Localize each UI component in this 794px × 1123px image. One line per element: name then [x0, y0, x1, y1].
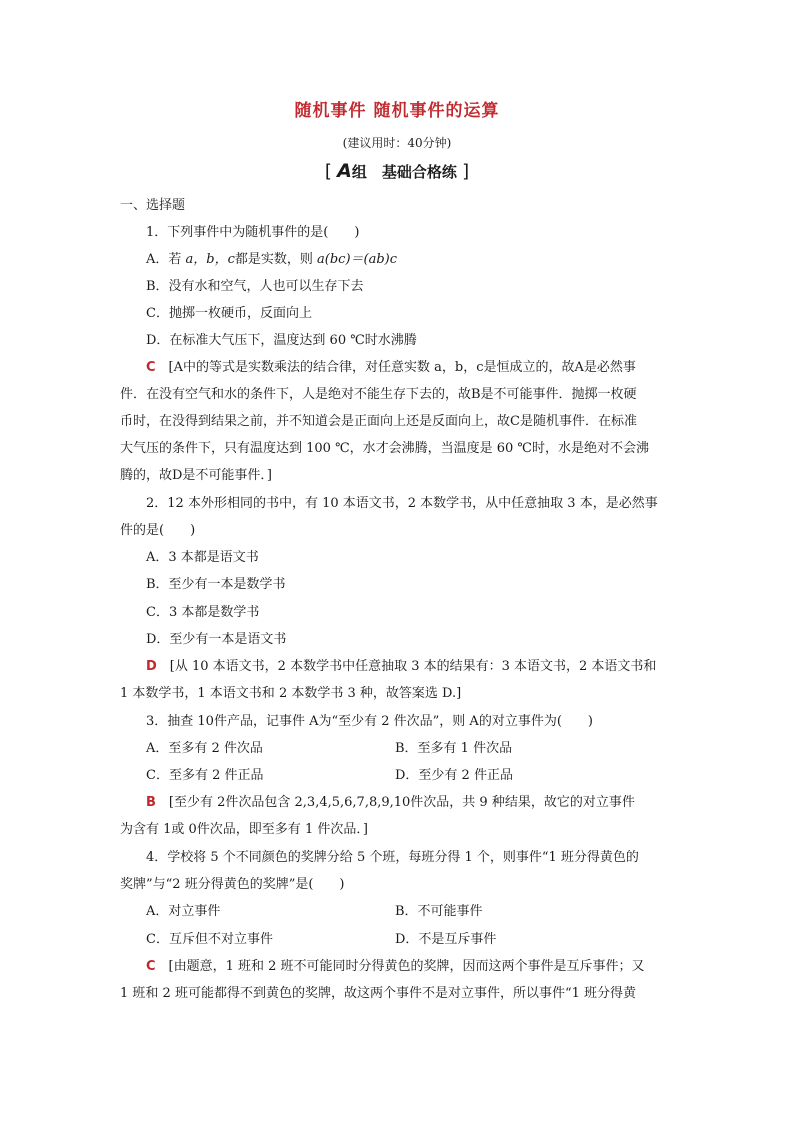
q2-option-a: A．3 本都是语文书 — [146, 550, 259, 565]
q2-explanation-line-1 — [146, 659, 656, 675]
q4-option-b: B．不可能事件 — [395, 904, 483, 919]
q2-stem-line-1: 2．12 本外形相同的书中，有 10 本语文书，2 本数学书，从中任意抽取 3 本，是必然事 — [146, 496, 658, 511]
q4-answer: C — [146, 959, 156, 974]
q2-explanation-line-2: 1 本数学书，1 本语文书和 2 本数学书 3 种，故答案选 D.] — [120, 686, 462, 701]
q3-option-c: C．至多有 2 件正品 — [146, 768, 264, 783]
q3-stem: 3．抽查 10件产品，记事件 A为“至少有 2 件次品”，则 A的对立事件为( ) — [146, 714, 593, 729]
q1-explanation-line-2: 件．在没有空气和水的条件下，人是绝对不能生存下去的，故B是不可能事件．抛掷一枚硬 — [120, 387, 637, 402]
q3-option-d: D．至少有 2 件正品 — [395, 768, 513, 783]
q1-stem: 1．下列事件中为随机事件的是( ) — [146, 225, 360, 240]
q1-option-a-expr: a(bc)＝(ab)c — [317, 252, 398, 267]
q3-option-a: A．至多有 2 件次品 — [146, 741, 263, 756]
q1-option-a-vars: a，b，c — [185, 252, 235, 267]
q4-explanation-line-2: 1 班和 2 班可能都得不到黄色的奖牌，故这两个事件不是对立事件，所以事件“1 班分得黄 — [120, 986, 636, 1001]
q2-option-c: C．3 本都是数学书 — [146, 605, 260, 620]
q4-stem-line-2: 奖牌”与“2 班分得黄色的奖牌”是( ) — [120, 877, 345, 892]
group-header-open: [ — [324, 161, 332, 182]
q3-option-b: B．至多有 1 件次品 — [395, 741, 513, 756]
q4-explanation-line-1 — [146, 959, 645, 975]
q1-explanation-line-1 — [146, 360, 636, 376]
suggested-time: (建议用时：40分钟) — [342, 136, 452, 150]
q4-option-d: D．不是互斥事件 — [395, 932, 497, 947]
q4-exp1: [由题意，1 班和 2 班不可能同时分得黄色的奖牌，因而这两个事件是互斥事件；又 — [155, 959, 645, 974]
group-header-letter: A — [337, 160, 352, 182]
q4-option-a: A．对立事件 — [146, 904, 221, 919]
q2-option-b: B．至少有一本是数学书 — [146, 577, 286, 592]
q1-explanation-line-4: 大气压的条件下，只有温度达到 100 ℃，水才会沸腾，当温度是 60 ℃时，水是绝对不会沸 — [120, 441, 649, 456]
q1-explanation-line-3: 币时，在没得到结果之前，并不知道会是正面向上还是反面向上，故C是随机事件．在标准 — [120, 414, 637, 429]
q1-exp1: [A中的等式是实数乘法的结合律，对任意实数 a，b，c是恒成立的，故A是必然事 — [155, 360, 636, 375]
group-header-close: ] — [462, 161, 470, 182]
q2-exp1: [从 10 本语文书，2 本数学书中任意抽取 3 本的结果有：3 本语文书，2 本语文书和 — [156, 659, 657, 674]
q1-explanation-line-5: 腾的，故D是不可能事件．] — [120, 468, 272, 483]
q1-option-a-prefix: A．若 — [146, 252, 186, 267]
q1-option-d: D．在标准大气压下，温度达到 60 ℃时水沸腾 — [146, 333, 417, 348]
q1-option-c: C．抛掷一枚硬币，反面向上 — [146, 306, 312, 321]
q4-stem-line-1: 4．学校将 5 个不同颜色的奖牌分给 5 个班，每班分得 1 个，则事件“1 班分得黄色的 — [146, 850, 639, 865]
q1-answer: C — [146, 360, 156, 375]
q2-option-d: D．至少有一本是语文书 — [146, 632, 287, 647]
q2-answer: D — [146, 659, 157, 674]
page-title: 随机事件 随机事件的运算 — [294, 101, 500, 121]
q3-exp1: [至少有 2件次品包含 2,3,4,5,6,7,8,9,10件次品，共 9 种结果，故它的对立事件 — [155, 795, 635, 810]
q1-option-a-mid: 都是实数，则 — [234, 252, 318, 267]
q4-option-c: C．互斥但不对立事件 — [146, 932, 273, 947]
q3-explanation-line-2: 为含有 1或 0件次品，即至多有 1 件次品．] — [120, 822, 368, 837]
q3-explanation-line-1 — [146, 795, 635, 811]
q1-option-a — [146, 252, 397, 268]
q1-option-b: B．没有水和空气，人也可以生存下去 — [146, 279, 364, 294]
q2-stem-line-2: 件的是( ) — [120, 523, 196, 538]
q3-answer: B — [146, 795, 156, 810]
section-heading: 一、选择题 — [120, 198, 186, 213]
group-header — [0, 160, 794, 182]
group-header-text: 组 基础合格练 — [351, 163, 457, 181]
